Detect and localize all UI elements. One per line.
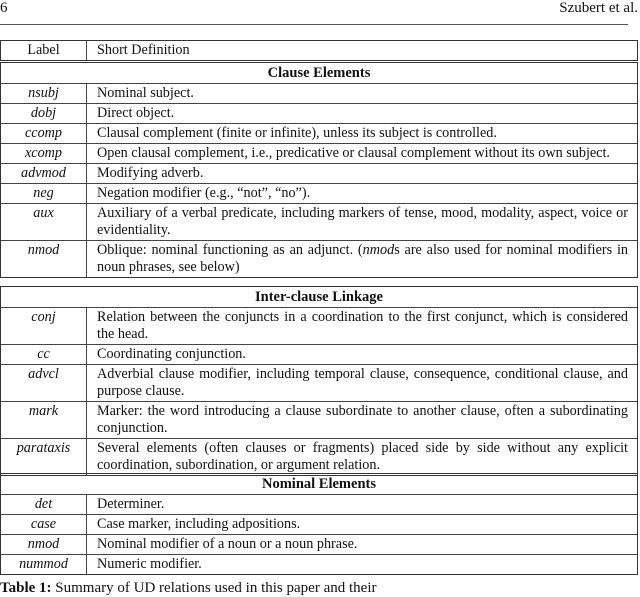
relation-definition: Open clausal complement, i.e., predicative or clausal complement without its own subject.	[97, 145, 610, 161]
table-row	[1, 143, 637, 163]
relation-label: advmod	[1, 164, 87, 183]
table-row	[1, 494, 637, 514]
relation-definition: Relation between the conjuncts in a coordination to the first conjunct, which is considered the head.	[97, 309, 628, 342]
relation-label: nummod	[1, 555, 87, 574]
column-header-definition: Short Definition	[97, 42, 190, 58]
caption-label: Table 1:	[0, 580, 52, 596]
relation-label: cc	[1, 345, 87, 364]
running-head	[0, 0, 640, 22]
table-row	[1, 554, 637, 574]
table-header	[0, 40, 638, 61]
caption-text: Summary of UD relations used in this paper and their	[55, 580, 377, 596]
relation-label: parataxis	[1, 439, 87, 475]
relation-definition: Clausal complement (finite or infinite), unless its subject is controlled.	[97, 125, 497, 141]
table-header-row	[1, 41, 637, 60]
table-row	[1, 364, 637, 401]
table-row	[1, 163, 637, 183]
definition-text: Oblique: nominal functioning as an adjunct. (	[97, 242, 363, 258]
definition-text: s are also used for nominal modifiers in noun phrases, see below)	[97, 242, 628, 275]
relation-label: det	[1, 495, 87, 514]
relation-definition: Auxiliary of a verbal predicate, including markers of tense, mood, modality, aspect, voice or evidentiality.	[97, 205, 628, 238]
header-rule	[0, 24, 628, 25]
table-row	[1, 240, 637, 277]
relation-definition: Adverbial clause modifier, including temporal clause, consequence, conditional clause, and purpose clause.	[97, 366, 628, 399]
table-row	[1, 103, 637, 123]
relation-definition: Numeric modifier.	[97, 556, 202, 572]
relation-definition	[87, 241, 637, 277]
relation-label: conj	[1, 308, 87, 344]
relation-label: mark	[1, 402, 87, 438]
page-number: 6	[0, 0, 8, 16]
definition-emphasis: nmod	[362, 242, 395, 258]
relation-definition: Several elements (often clauses or fragments) placed side by side without any explicit coordination, subordination, or argument relation.	[97, 440, 628, 473]
relation-label: neg	[1, 184, 87, 203]
relation-definition: Case marker, including adpositions.	[97, 516, 301, 532]
relation-label: advcl	[1, 365, 87, 401]
relation-definition: Nominal subject.	[97, 85, 194, 101]
relation-label: ccomp	[1, 124, 87, 143]
relation-definition: Marker: the word introducing a clause subordinate to another clause, often a subordinating conjunction.	[97, 403, 628, 436]
table-row	[1, 401, 637, 438]
section-inter-clause-linkage	[0, 286, 638, 476]
relation-label: nsubj	[1, 84, 87, 103]
table-row	[1, 83, 637, 103]
relation-label: nmod	[1, 535, 87, 554]
relation-definition: Coordinating conjunction.	[97, 346, 246, 362]
table-row	[1, 534, 637, 554]
relation-definition: Direct object.	[97, 105, 175, 121]
table-row	[1, 438, 637, 475]
column-header-label: Label	[1, 41, 87, 60]
table-row	[1, 183, 637, 203]
relation-label: xcomp	[1, 144, 87, 163]
section-title: Clause Elements	[267, 65, 371, 81]
relation-label: case	[1, 515, 87, 534]
relation-definition: Negation modifier (e.g., “not”, “no”).	[97, 185, 311, 201]
relation-definition: Modifying adverb.	[97, 165, 204, 181]
relation-definition: Determiner.	[97, 496, 165, 512]
table-row	[1, 514, 637, 534]
table-row	[1, 123, 637, 143]
table-row	[1, 307, 637, 344]
table-row	[1, 203, 637, 240]
section-clause-elements	[0, 62, 638, 278]
relation-label: aux	[1, 204, 87, 240]
relation-label: nmod	[1, 241, 87, 277]
running-head-authors: Szubert et al.	[559, 0, 638, 16]
relation-label: dobj	[1, 104, 87, 123]
section-title: Nominal Elements	[262, 476, 376, 492]
relation-definition: Nominal modifier of a noun or a noun phrase.	[97, 536, 358, 552]
section-title: Inter-clause Linkage	[255, 289, 383, 305]
section-nominal-elements	[0, 473, 638, 575]
table-row	[1, 344, 637, 364]
